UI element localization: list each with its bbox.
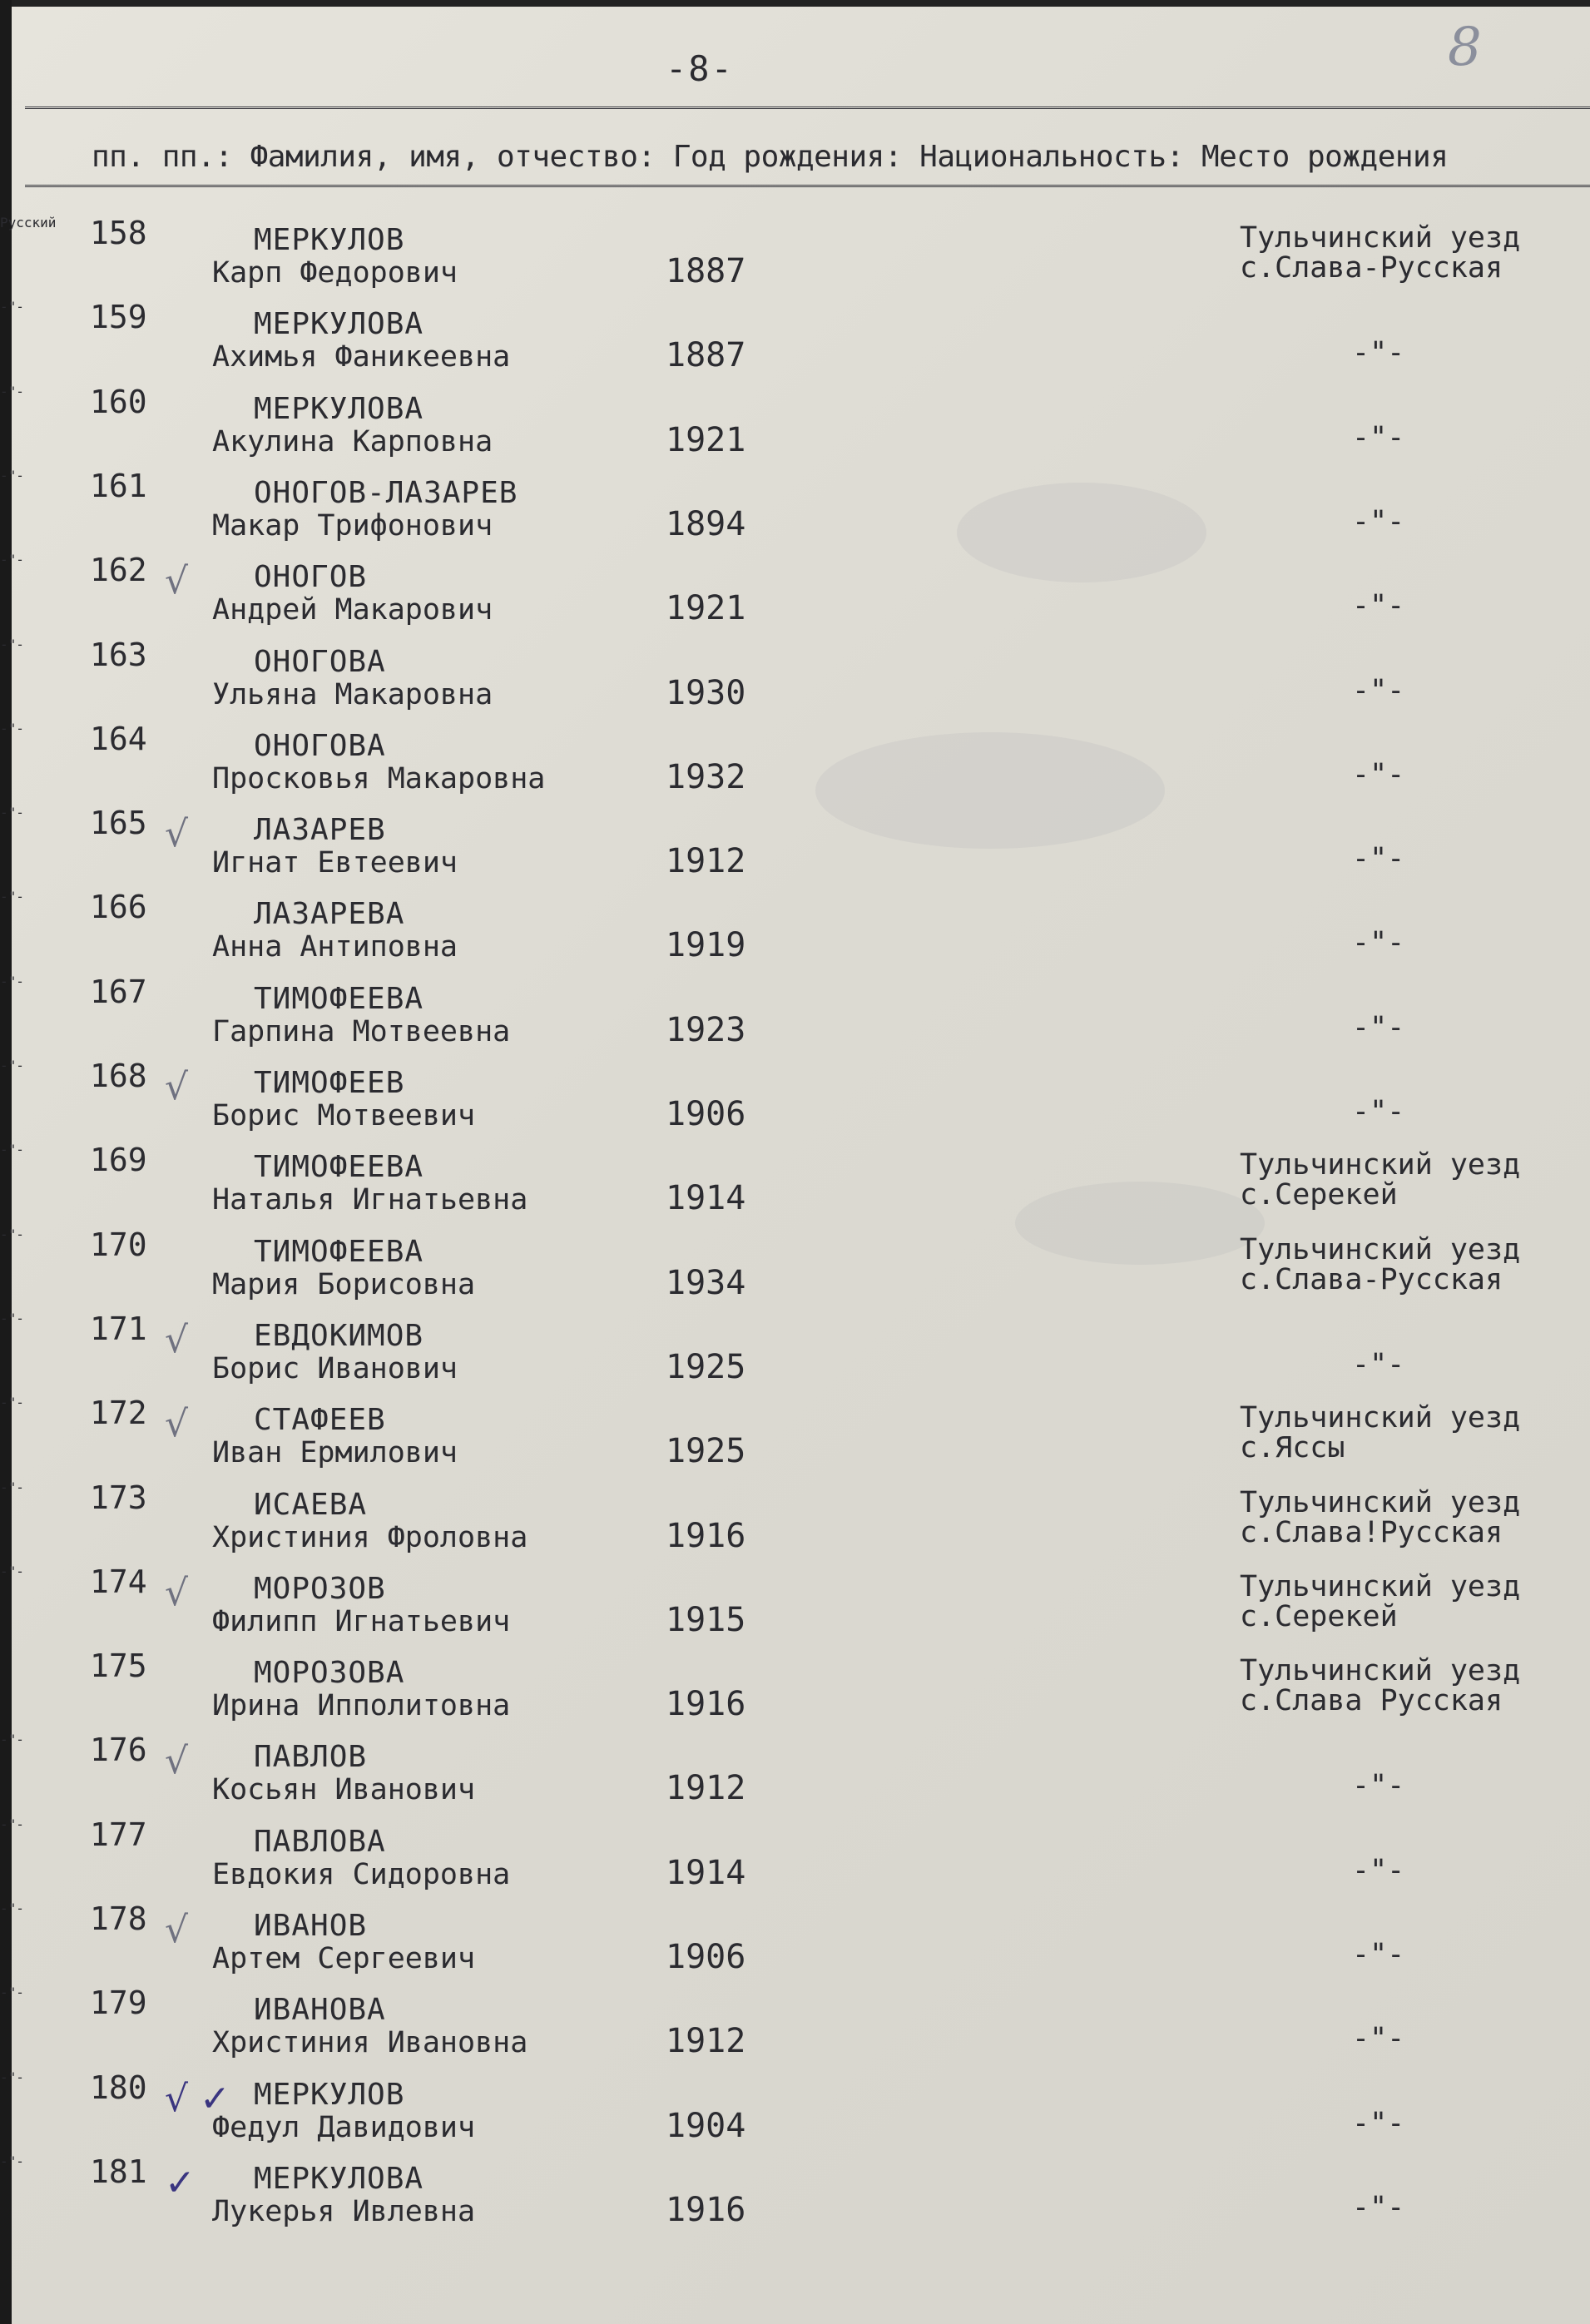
table-header: пп. пп.: Фамилия, имя, отчество: Год рождения: Национальность: Место рождения [92, 140, 1449, 174]
birth-year: 1914 [666, 1179, 746, 1218]
nationality: -"- [0, 1563, 24, 1579]
check-mark: √ [165, 813, 189, 856]
row-number: 176 [90, 1732, 147, 1769]
row-number: 159 [90, 299, 147, 336]
row-number: 177 [90, 1816, 147, 1853]
birth-year: 1916 [666, 2190, 746, 2229]
birth-year: 1925 [666, 1432, 746, 1471]
birth-year: 1887 [666, 252, 746, 290]
scan-top-edge [0, 0, 1590, 7]
nationality: -"- [0, 636, 24, 652]
surname: ОНОГОВА [254, 728, 386, 763]
birth-year: 1921 [666, 589, 746, 628]
given-name-patronymic: Гарпина Мотвеевна [212, 1014, 511, 1048]
given-name-patronymic: Евдокия Сидоровна [212, 1857, 511, 1891]
surname: ИСАЕВА [254, 1487, 368, 1522]
table-row [0, 1311, 1590, 1394]
nationality: -"- [0, 1900, 24, 1916]
nationality: -"- [0, 2153, 24, 2169]
given-name-patronymic: Анна Антиповна [212, 930, 458, 964]
birthplace-line-2: с.Слава Русская [1240, 1684, 1503, 1718]
birth-year: 1930 [666, 673, 746, 712]
check-mark: √ [165, 1403, 189, 1446]
given-name-patronymic: Наталья Игнатьевна [212, 1183, 528, 1217]
table-row [0, 299, 1590, 382]
birthplace-line-2: -"- [1352, 589, 1405, 623]
surname: МЕРКУЛОВА [254, 307, 424, 342]
surname: СТАФЕЕВ [254, 1403, 386, 1438]
row-number: 180 [90, 2069, 147, 2106]
given-name-patronymic: Лукерья Ивлевна [212, 2194, 476, 2228]
table-row [0, 637, 1590, 720]
birth-year: 1914 [666, 1853, 746, 1892]
nationality: -"- [0, 889, 24, 905]
given-name-patronymic: Ахимья Фаникеевна [212, 340, 511, 374]
birthplace-line-2: -"- [1352, 926, 1405, 960]
row-number: 163 [90, 636, 147, 673]
surname: МЕРКУЛОВА [254, 2161, 424, 2196]
nationality: -"- [0, 1395, 24, 1411]
birthplace-line-2: с.Яссы [1240, 1431, 1345, 1465]
table-row [0, 1479, 1590, 1563]
surname: ТИМОФЕЕВА [254, 1150, 424, 1185]
row-number: 175 [90, 1648, 147, 1685]
row-number: 162 [90, 552, 147, 589]
birthplace-line-1: Тульчинский уезд [1240, 1148, 1521, 1182]
birthplace-line-2: с.Серекей [1240, 1599, 1398, 1633]
row-number: 179 [90, 1985, 147, 2022]
birth-year: 1912 [666, 2022, 746, 2061]
given-name-patronymic: Макар Трифонович [212, 508, 493, 543]
birth-year: 1925 [666, 1347, 746, 1386]
given-name-patronymic: Просковья Макаровна [212, 761, 546, 795]
birthplace-line-2: -"- [1352, 336, 1405, 370]
given-name-patronymic: Христиния Фроловна [212, 1520, 528, 1554]
birth-year: 1915 [666, 1600, 746, 1639]
table-row [0, 805, 1590, 888]
birthplace-line-1: Тульчинский уезд [1240, 221, 1521, 255]
check-mark: √ [165, 560, 189, 603]
nationality: -"- [0, 1226, 24, 1242]
table-row [0, 215, 1590, 298]
surname: ТИМОФЕЕВ [254, 1066, 405, 1100]
surname: ОНОГОВ [254, 560, 368, 595]
birth-year: 1906 [666, 1938, 746, 1976]
table-row [0, 2069, 1590, 2153]
birthplace-line-1: Тульчинский уезд [1240, 1654, 1521, 1688]
table-row [0, 1226, 1590, 1310]
table-row [0, 552, 1590, 635]
table-row [0, 1563, 1590, 1647]
surname: МЕРКУЛОВ [254, 2077, 405, 2112]
given-name-patronymic: Косьян Иванович [212, 1773, 476, 1807]
given-name-patronymic: Игнат Евтеевич [212, 846, 458, 880]
birth-year: 1919 [666, 926, 746, 965]
nationality: -"- [0, 1732, 24, 1748]
birth-year: 1912 [666, 1769, 746, 1808]
check-mark: √ [165, 1066, 189, 1108]
row-number: 174 [90, 1563, 147, 1600]
given-name-patronymic: Карп Федорович [212, 256, 458, 290]
birthplace-line-2: -"- [1352, 1769, 1405, 1803]
birthplace-line-2: -"- [1352, 1938, 1405, 1971]
given-name-patronymic: Федул Давидович [212, 2110, 476, 2144]
table-row [0, 1648, 1590, 1731]
birthplace-line-1: Тульчинский уезд [1240, 1232, 1521, 1266]
given-name-patronymic: Мария Борисовна [212, 1267, 476, 1301]
given-name-patronymic: Акулина Карповна [212, 424, 493, 458]
birthplace-line-2: -"- [1352, 2190, 1405, 2224]
given-name-patronymic: Борис Мотвеевич [212, 1099, 476, 1132]
given-name-patronymic: Филипп Игнатьевич [212, 1604, 511, 1638]
row-number: 166 [90, 889, 147, 926]
birth-year: 1906 [666, 1095, 746, 1133]
header-top-rule [25, 107, 1590, 112]
birthplace-line-2: с.Серекей [1240, 1178, 1398, 1212]
table-row [0, 1395, 1590, 1478]
nationality: -"- [0, 1310, 24, 1326]
birthplace-line-2: -"- [1352, 757, 1405, 791]
nationality: -"- [0, 552, 24, 568]
surname: ПАВЛОВА [254, 1824, 386, 1859]
nationality: -"- [0, 720, 24, 736]
birth-year: 1934 [666, 1263, 746, 1302]
nationality: -"- [0, 1142, 24, 1158]
surname: ЛАЗАРЕВ [254, 813, 386, 848]
birth-year: 1921 [666, 420, 746, 459]
birthplace-line-2: -"- [1352, 2106, 1405, 2140]
birthplace-line-2: -"- [1352, 842, 1405, 876]
given-name-patronymic: Ирина Ипполитовна [212, 1689, 511, 1723]
given-name-patronymic: Иван Ермилович [212, 1436, 458, 1470]
nationality: -"- [0, 1816, 24, 1832]
given-name-patronymic: Христиния Ивановна [212, 2026, 528, 2060]
birthplace-line-2: -"- [1352, 504, 1405, 538]
surname: ИВАНОВА [254, 1993, 386, 2028]
table-row [0, 721, 1590, 804]
surname: ЛАЗАРЕВА [254, 897, 405, 932]
check-mark: √ ✓ [165, 2077, 230, 2120]
birth-year: 1923 [666, 1010, 746, 1049]
birthplace-line-2: с.Слава-Русская [1240, 1262, 1503, 1296]
given-name-patronymic: Андрей Макарович [212, 593, 493, 627]
surname: ОНОГОВ-ЛАЗАРЕВ [254, 475, 518, 510]
row-number: 173 [90, 1479, 147, 1516]
surname: МОРОЗОВА [254, 1656, 405, 1691]
row-number: 165 [90, 805, 147, 842]
surname: ПАВЛОВ [254, 1740, 368, 1775]
birth-year: 1916 [666, 1516, 746, 1555]
row-number: 168 [90, 1058, 147, 1094]
birth-year: 1912 [666, 842, 746, 881]
birthplace-line-2: -"- [1352, 2022, 1405, 2056]
birthplace-line-1: Тульчинский уезд [1240, 1485, 1521, 1519]
row-number: 170 [90, 1226, 147, 1263]
given-name-patronymic: Ульяна Макаровна [212, 677, 493, 711]
given-name-patronymic: Борис Иванович [212, 1351, 458, 1385]
birthplace-line-2: с.Слава-Русская [1240, 251, 1503, 285]
birthplace-line-2: -"- [1352, 1853, 1405, 1887]
row-number: 171 [90, 1310, 147, 1347]
check-mark: √ [165, 1909, 189, 1951]
birthplace-line-2: -"- [1352, 1347, 1405, 1381]
check-mark: √ [165, 1740, 189, 1783]
row-number: 169 [90, 1142, 147, 1179]
nationality: -"- [0, 383, 24, 399]
page-number: -8- [666, 48, 734, 89]
table-row [0, 1732, 1590, 1815]
surname: ТИМОФЕЕВА [254, 1234, 424, 1269]
table-row [0, 468, 1590, 551]
surname: ИВАНОВ [254, 1909, 368, 1943]
birthplace-line-2: -"- [1352, 420, 1405, 454]
birth-year: 1887 [666, 336, 746, 375]
row-number: 161 [90, 467, 147, 504]
check-mark: √ [165, 1318, 189, 1361]
check-mark: ✓ [165, 2161, 196, 2204]
nationality: -"- [0, 467, 24, 483]
row-number: 172 [90, 1395, 147, 1432]
row-number: 178 [90, 1900, 147, 1937]
birth-year: 1904 [666, 2106, 746, 2145]
header-bottom-rule [25, 185, 1590, 191]
birthplace-line-2: -"- [1352, 1010, 1405, 1044]
surname: ТИМОФЕЕВА [254, 981, 424, 1016]
surname: МЕРКУЛОВ [254, 223, 405, 257]
nationality: -"- [0, 1985, 24, 2001]
birthplace-line-1: Тульчинский уезд [1240, 1569, 1521, 1603]
check-mark: √ [165, 1571, 189, 1614]
row-number: 181 [90, 2153, 147, 2190]
birthplace-line-2: с.Слава!Русская [1240, 1515, 1503, 1549]
row-number: 164 [90, 720, 147, 757]
nationality: -"- [0, 2069, 24, 2085]
surname: ЕВДОКИМОВ [254, 1318, 424, 1353]
nationality: -"- [0, 1058, 24, 1073]
nationality: -"- [0, 1479, 24, 1495]
birth-year: 1894 [666, 504, 746, 543]
birthplace-line-2: -"- [1352, 1095, 1405, 1128]
row-number: 158 [90, 215, 147, 251]
table-row [0, 974, 1590, 1057]
surname: МЕРКУЛОВА [254, 391, 424, 426]
row-number: 167 [90, 973, 147, 1010]
nationality: -"- [0, 973, 24, 989]
birth-year: 1932 [666, 757, 746, 796]
table-row [0, 1900, 1590, 1984]
surname: МОРОЗОВ [254, 1571, 386, 1606]
surname: ОНОГОВА [254, 644, 386, 679]
birthplace-line-2: -"- [1352, 673, 1405, 707]
birth-year: 1916 [666, 1685, 746, 1724]
table-row [0, 1985, 1590, 2068]
row-number: 160 [90, 383, 147, 420]
handwritten-folio-number: 8 [1448, 17, 1482, 78]
nationality: -"- [0, 299, 24, 315]
nationality: Русский [0, 215, 57, 230]
given-name-patronymic: Артем Сергеевич [212, 1942, 476, 1975]
table-row [0, 889, 1590, 972]
birthplace-line-1: Тульчинский уезд [1240, 1401, 1521, 1435]
table-row [0, 1058, 1590, 1141]
table-row [0, 384, 1590, 467]
table-row [0, 1142, 1590, 1225]
table-row [0, 1816, 1590, 1900]
table-row [0, 2153, 1590, 2237]
nationality: -"- [0, 805, 24, 821]
